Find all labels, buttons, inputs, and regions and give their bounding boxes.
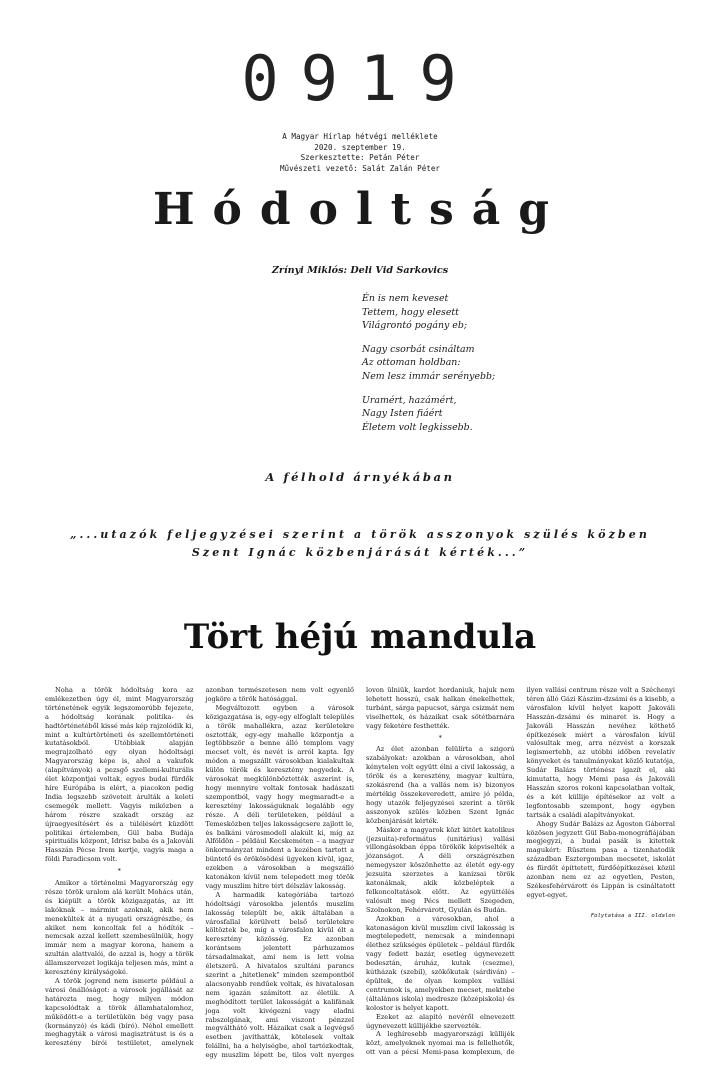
poem-stanza <box>362 394 602 435</box>
article-paragraph: Az élet azonban felülírta a szigorú szabályokat: azokban a városokban, ahol kénytelen volt együtt élni a civil lakosság, a török és a keresztény, magyar kultúra, szokásrend (ha a vallás nem is) bizonyos mértékig összekeveredett, amire jó példa, hogy utazók feljegyzései szerint a török asszonyok szülés közben Szent Ignác közbenjárását kérték. <box>366 745 515 825</box>
credits <box>0 132 720 174</box>
poem-line: Nagy csorbát csináltam <box>362 343 475 355</box>
article-paragraph: Ezeket az alapító nevéről elnevezett úgynevezett küllijékbe szervezték. <box>366 1012 515 1030</box>
poem <box>362 292 602 444</box>
article-paragraph: Noha a török hódoltság kora az emlékezetben úgy él, mint Magyarország történetének egyik legszomorúbb fejezete, a hódoltság korának politika- és hadtörténetéből kissé más kép rajzolódik ki, mint a kultúrtörténeti és szellemtörténeti kutatásokból. Utóbbiak alapján megrajzolható egy olyan hódoltsági Magyarország képe is, ahol a vakufok (alapítványok) a pezsgő szellemi-kulturális élet központjai voltak, egyes budai fürdők híre Európába is elért, a piacokon pedig India legszebb szöveteit árulták a keleti csemegék mellett. Vagyis miközben a három részre szakadt ország az újraegyesítésért és a túlélésért küzdött politikai értelemben, Gül baba Budája spirituális központ, Idrisz baba és a Jakováli Hasszán Pécse Irem kertje, vagyis maga a földi Paradicsom volt. <box>45 686 194 864</box>
poem-line: Tettem, hogy elesett <box>362 306 459 318</box>
credit-line: A Magyar Hírlap hétvégi melléklete <box>282 132 438 141</box>
poem-line: Uramért, hazámért, <box>362 394 457 406</box>
pull-quote-line: „...utazók feljegyzései szerint a török asszonyok szülés közben <box>70 528 650 541</box>
poem-line: Én is nem keveset <box>362 293 449 304</box>
section-separator: * <box>117 867 121 876</box>
poem-line: Világrontó pogány eb; <box>362 320 468 332</box>
article-paragraph: Azokban a városokban, ahol a katonaságon kívül muszlim civil lakosság is megtelepedett, nemcsak a mindennapi élethez szükséges épületek – például fürdők vagy fedett bazár, esetleg úgynevezett bedesztán, áruház, kutak (csezme), kútházak (szebil), szökőkutak (sárdiván) – épültek, de olyan komplex vallási centrumok is, amelyekben mecset, mektebe (általános iskola) medresze (középiskola) és kolostor is helyet kapott. <box>366 914 515 1012</box>
article-paragraph: A leghíresebb magyarországi küllijék közt, amelyeknek nyomai ma is fellelhetők, ott van a pécsi Memi-pasa komplexum, de ilyen vallási centrum része volt a Széchenyi téren álló Gázi Kászim-dzsámi és a kisebb, a városfalon kívül helyet kapott Jakováli Hasszán-dzsámi és minaret is. Hogy a Jakováli Hasszán nevéhez köthető építkezések miért a városfalon kívül valósultak meg, arra nézvést a korszak legismertebb, az utóbbi időben revelatív könyveket és tanulmányokat közlő kutatója, Sudár Balázs történész igazít el, aki kimutatta, hogy Memi pasa és Jakováli Hasszán szoros rokoni kapcsolatban voltak, és a két küllije építésekor az volt a legfontosabb szempont, hogy egyben tartsák a családi alapítványokat. <box>366 686 675 1057</box>
supplement-title: Hódoltság <box>152 184 568 235</box>
article-paragraph: Amikor a történelmi Magyarország egy része török uralom alá került Mohács után, és kiépült a török közigazgatás, az itt lakóknak – mármint azoknak, akik nem menekültek át a nyugati országrészbe, és akiket nem koncoltak fel a hódítók – nemcsak azzal kellett szembesülniük, hogy immár nem a magyar korona, hanem a szultán alattvalói, de azzal is, hogy a török államszervezet logikája teljesen más, mint a keresztény királyságoké. <box>45 879 194 977</box>
section-separator: * <box>438 733 442 742</box>
poem-heading: Zrínyi Miklós: Deli Vid Sarkovics <box>271 265 449 276</box>
poem-line: Az ottoman holdban: <box>362 357 461 369</box>
article-title: Tört héjú mandula <box>183 617 537 657</box>
article-paragraph: Ahogy Sudár Balázs az Ágoston Gáborral közösen jegyzett Gül Baba-monográfiájában megjegyzi, a budai pasák is kitettek magukért: Rüsztem pasa a tizenhatodik században Esztergomban mecsetet, iskolát és fürdőt építtetett, fürdőépítkezései közül azonban nem ez az egyetlen, Pesten, Székesfehérvárott és Lippán is csináltatott egyet-egyet. <box>526 819 675 899</box>
poem-stanza <box>362 343 602 384</box>
article-paragraph: Máskor a magyarok közt kitört katolikus (jezsuita)-református (unitárius) vallási villongásokban éppa törökök képviselték a józanságot. A déli országrészben nemegyszer köszönhette az életét egy-egy jezsuita szerzetes a kanizsai török katonáknak, akik közbeléptek a felkoncoltatások előtt. Az együttélés valósult meg Pécs mellett Szegeden, Szolnokon, Fehérvárott, Gyulán és Budán. <box>366 825 515 914</box>
poem-line: Életem volt legkissebb. <box>362 421 473 433</box>
pull-quote-line: Szent Ignác közbenjárását kérték...” <box>191 546 529 559</box>
article-paragraph: A török jogrend nem ismerte például a városi önállóságot: a városok jogállását az határozta meg, hogy milyen módon kapcsolódtak a török államhatalomhoz, működött-e a területükön bég vagy pasa (kormányzó) és kádi (bíró). Néhol emellett meghagyták a városi magisztrátust is és a keresztény bírói testületet, amelynek azonban természetesen nem volt egyenlő jogköre a török hatósággal. <box>45 686 354 1048</box>
poem-stanza <box>362 292 602 333</box>
pull-quote <box>0 526 720 562</box>
poem-line: Nagy Isten fiáért <box>362 408 443 420</box>
masthead-number: 0919 <box>241 42 479 115</box>
continuation-note: Folytatása a III. oldalon <box>590 912 675 919</box>
credit-line: Szerkesztette: Petán Péter <box>300 153 420 162</box>
section-heading: A félhold árnyékában <box>265 470 455 484</box>
article-body <box>45 686 675 1066</box>
credit-line: 2020. szeptember 19. <box>314 142 406 152</box>
article-paragraph: A harmadik kategóriába tartozó hódoltsági városokba jelentős muszlim lakosság települt be, akik általában a városfallal körülvett belső területekre költöztek be, míg a városfalon kívül élt a keresztény közösség. Ez azonban korántsem jelentett párhuzamos társadalmakat, ami nem is lett volna életszerű. A hivatalos szultáni parancs szerint a „hitetlenek” minden szempontból alacsonyabb rendűek voltak, és hivatalosan nem igazán számított az életük. A meghódított terület lakosságát a kalifának joga volt kivégezni vagy eladni rabszolgának, ami viszont pénzzel megválthátó volt. Házaikat csak a legvégső esetben javíthatták, kötelesek voltak felállni, ha a helyiségbe, ahol tartózkodtak, egy muszlim lépett be, tilos volt nyerges lovon ülniük, kardot hordaniuk, hajuk nem lehetett hosszú, csak halkan énekelhettek, turbánt, sárga papucsot, sárga csizmát nem viselhettek, és házaikat csak sötétbarnára vagy feketére festhették. <box>205 686 515 1060</box>
credit-line: Művészeti vezető: Salát Zalán Péter <box>279 163 440 173</box>
article-paragraph: Megváltozott egyben a városok közigazgatása is, egy-egy elfoglalt település a török mahallékra, azaz kerületekre osztották, egy-egy mahalle központja a legtöbbször a benne álló templom vagy mecset volt, és nevét is arról kapta. Így módon a megszállt városokban kialakultak külön török és keresztény negyedek. A városokat megkülönböztették aszerint is, hogy mennyire voltak fontosak hadászati szempontból, vagy hogy megmaradt-e a keresztény lakosságuknak legalább egy része. A déli területeken, például a Temesközben teljes lakosságcsere zajlott le, és balkáni városmodell alakult ki, míg az Alföldön – például Kecskeméten – a magyar önkormányzat mindent a kezében tartott a büntető és örökösödési ügyeken kívül, igaz, ezekben a városokban a megszálló katonákon kívül nem telepedett meg török vagy muszlim hitre tért délszláv lakosság. <box>205 703 354 890</box>
poem-line: Nem lesz immár serényebb; <box>362 370 496 382</box>
